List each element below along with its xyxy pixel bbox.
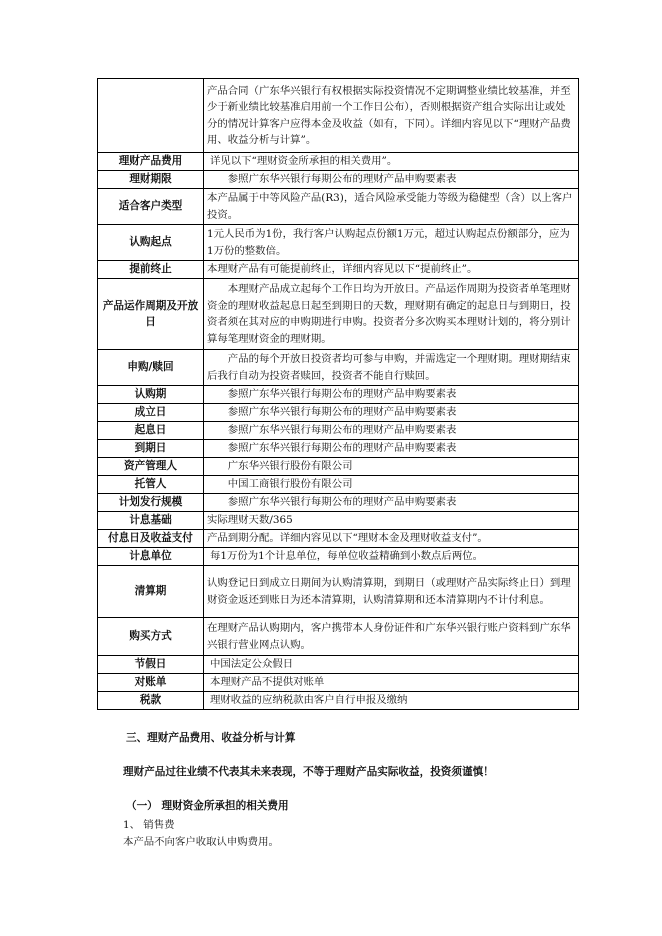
risk-warning: 理财产品过往业绩不代表其未来表现，不等于理财产品实际收益，投资须谨慎！ bbox=[123, 766, 494, 778]
row-key: 资产管理人 bbox=[98, 458, 204, 476]
row-key: 成立日 bbox=[98, 404, 204, 422]
table-row bbox=[98, 494, 579, 512]
row-value: 中国工商银行股份有限公司 bbox=[204, 476, 579, 494]
row-key: 提前终止 bbox=[98, 261, 204, 279]
row-value: 1元人民币为1份，我行客户认购起点份额1万元，超过认购起点份额部分，应为1万份的整数倍。 bbox=[204, 225, 579, 261]
row-key: 托管人 bbox=[98, 476, 204, 494]
table-row bbox=[98, 350, 579, 386]
subsection-heading: （一） 理财资金所承担的相关费用 bbox=[126, 800, 289, 812]
row-key: 适合客户类型 bbox=[98, 189, 204, 225]
row-value: 本理财产品有可能提前终止，详细内容见以下“提前终止”。 bbox=[204, 261, 579, 279]
row-key: 产品运作周期及开放日 bbox=[98, 279, 204, 350]
table-row bbox=[98, 261, 579, 279]
row-value: 中国法定公众假日 bbox=[204, 656, 579, 674]
row-key: 到期日 bbox=[98, 440, 204, 458]
row-value: 本理财产品不提供对账单 bbox=[204, 674, 579, 692]
row-key: 认购期 bbox=[98, 386, 204, 404]
table-row bbox=[98, 566, 579, 618]
row-value: 本产品属于中等风险产品(R3)，适合风险承受能力等级为稳健型（含）以上客户投资。 bbox=[204, 189, 579, 225]
table-row bbox=[98, 386, 579, 404]
table-row bbox=[98, 512, 579, 530]
row-key: 理财期限 bbox=[98, 171, 204, 189]
row-key: 计息单位 bbox=[98, 548, 204, 566]
table-row bbox=[98, 674, 579, 692]
row-value: 产品合同（广东华兴银行有权根据实际投资情况不定期调整业绩比较基准，并至少于新业绩比较基准启用前一个工作日公布），否则根据资产组合实际出让或处分的情况计算客户应得本金及收益（如有，下同）。详细内容见以下“理财产品费用、收益分析与计算”。 bbox=[204, 79, 579, 153]
table-row bbox=[98, 171, 579, 189]
row-value: 参照广东华兴银行每期公布的理财产品申购要素表 bbox=[204, 386, 579, 404]
row-key: 认购起点 bbox=[98, 225, 204, 261]
table-row bbox=[98, 656, 579, 674]
row-key: 计划发行规模 bbox=[98, 494, 204, 512]
row-key: 申购/赎回 bbox=[98, 350, 204, 386]
row-value: 在理财产品认购期内，客户携带本人身份证件和广东华兴银行账户资料到广东华兴银行营业网点认购。 bbox=[204, 618, 579, 656]
table-row bbox=[98, 692, 579, 710]
product-terms-table bbox=[97, 78, 579, 710]
paragraph: 本产品不向客户收取认申购费用。 bbox=[123, 836, 279, 848]
row-key: 清算期 bbox=[98, 566, 204, 618]
row-key: 起息日 bbox=[98, 422, 204, 440]
row-value: 参照广东华兴银行每期公布的理财产品申购要素表 bbox=[204, 422, 579, 440]
row-key: 税款 bbox=[98, 692, 204, 710]
row-key: 计息基础 bbox=[98, 512, 204, 530]
row-value: 认购登记日到成立日期间为认购清算期，到期日（或理财产品实际终止日）到理财资金返还到账日为还本清算期，认购清算期和还本清算期内不计付利息。 bbox=[204, 566, 579, 618]
row-value: 本理财产品成立起每个工作日均为开放日。产品运作周期为投资者单笔理财资金的理财收益起息日起至到期日的天数，理财期有确定的起息日与到期日，投资者须在其对应的申购期进行申购。投资者分多次购买本理财计划的，将分别计算每笔理财资金的理财期。 bbox=[204, 279, 579, 350]
row-value: 理财收益的应纳税款由客户自行申报及缴纳 bbox=[204, 692, 579, 710]
table-row bbox=[98, 279, 579, 350]
table-row bbox=[98, 225, 579, 261]
table-row bbox=[98, 79, 579, 153]
section-heading: 三、理财产品费用、收益分析与计算 bbox=[126, 732, 296, 744]
row-value: 参照广东华兴银行每期公布的理财产品申购要素表 bbox=[204, 171, 579, 189]
table-row bbox=[98, 422, 579, 440]
row-key: 理财产品费用 bbox=[98, 153, 204, 171]
row-value: 每1万份为1个计息单位，每单位收益精确到小数点后两位。 bbox=[204, 548, 579, 566]
row-key bbox=[98, 79, 204, 153]
row-key: 对账单 bbox=[98, 674, 204, 692]
row-value: 广东华兴银行股份有限公司 bbox=[204, 458, 579, 476]
list-item-label: 1、 销售费 bbox=[123, 819, 175, 831]
table-row bbox=[98, 440, 579, 458]
table-row bbox=[98, 458, 579, 476]
row-value: 参照广东华兴银行每期公布的理财产品申购要素表 bbox=[204, 494, 579, 512]
row-value: 产品的每个开放日投资者均可参与申购，并需选定一个理财期。理财期结束后我行自动为投资者赎回，投资者不能自行赎回。 bbox=[204, 350, 579, 386]
table-row bbox=[98, 476, 579, 494]
row-key: 购买方式 bbox=[98, 618, 204, 656]
row-value: 参照广东华兴银行每期公布的理财产品申购要素表 bbox=[204, 440, 579, 458]
table-row bbox=[98, 153, 579, 171]
table-row bbox=[98, 548, 579, 566]
row-value: 参照广东华兴银行每期公布的理财产品申购要素表 bbox=[204, 404, 579, 422]
table-row bbox=[98, 530, 579, 548]
row-value: 实际理财天数/365 bbox=[204, 512, 579, 530]
table-row bbox=[98, 618, 579, 656]
table-row bbox=[98, 189, 579, 225]
row-key: 节假日 bbox=[98, 656, 204, 674]
row-value: 产品到期分配。详细内容见以下“理财本金及理财收益支付”。 bbox=[204, 530, 579, 548]
table-row bbox=[98, 404, 579, 422]
row-key: 付息日及收益支付 bbox=[98, 530, 204, 548]
row-value: 详见以下“理财资金所承担的相关费用”。 bbox=[204, 153, 579, 171]
